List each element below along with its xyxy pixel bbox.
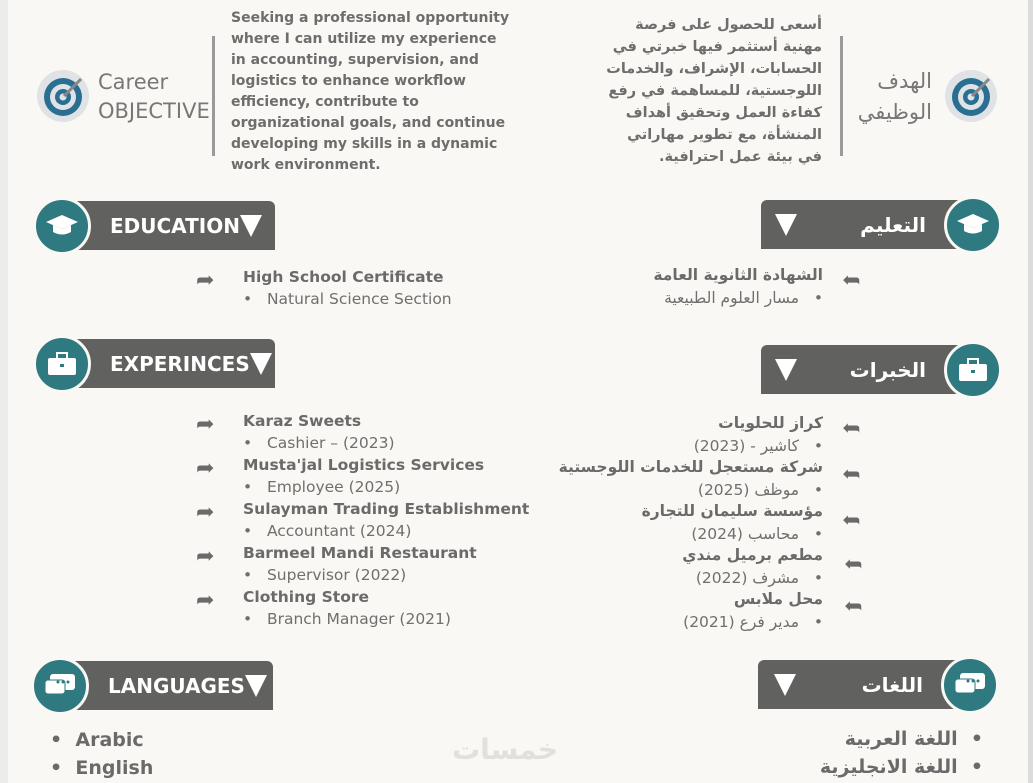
- chat-icon: [941, 656, 999, 714]
- experience-detail-ar: • كاشير - (2023): [693, 437, 823, 455]
- chevron-down-icon: [774, 674, 796, 696]
- education-detail-ar: • مسار العلوم الطبيعية: [664, 289, 823, 307]
- objective-text-ar: أسعى للحصول على فرصة مهنية أستثمر فيها خبرتي في الحسابات، الإشراف، والخدمات اللوجستية، للمساهمة في رفع كفاءة العمل وتحقيق أهداف المنشأة، مع تطوير مهاراتي في بيئة عمل احترافية.: [606, 17, 822, 165]
- experience-detail-ar: • مشرف (2022): [695, 569, 823, 587]
- experience-detail: • Cashier – (2023): [243, 434, 395, 452]
- experience-title: Musta'jal Logistics Services: [243, 456, 485, 474]
- graduation-cap-icon: [33, 197, 91, 255]
- experience-title-ar: شركة مستعجل للخدمات اللوجستية: [558, 458, 823, 476]
- experience-detail-ar: • محاسب (2024): [691, 525, 823, 543]
- share-arrow-icon: ➦: [196, 412, 215, 437]
- section-title: الخبرات: [849, 357, 926, 382]
- objective-title: Career OBJECTIVE: [98, 70, 210, 123]
- education-header[interactable]: [70, 201, 275, 250]
- experience-header[interactable]: [70, 339, 275, 388]
- experience-title: Barmeel Mandi Restaurant: [243, 544, 477, 562]
- target-icon: [37, 70, 89, 122]
- reply-arrow-icon: ➦: [844, 552, 863, 577]
- education-detail: • Natural Science Section: [243, 290, 452, 308]
- experience-detail: • Branch Manager (2021): [243, 610, 451, 628]
- chevron-down-icon: [240, 215, 262, 237]
- section-title: LANGUAGES: [108, 673, 245, 698]
- scrollbar[interactable]: [1028, 0, 1033, 783]
- briefcase-icon: [33, 335, 91, 393]
- share-arrow-icon: ➦: [196, 588, 215, 613]
- reply-arrow-icon: ➦: [842, 462, 861, 487]
- experience-title-ar: كراز للحلويات: [718, 414, 823, 432]
- watermark-logo: خمسات: [452, 733, 559, 766]
- chat-icon: [31, 657, 89, 715]
- section-title: EDUCATION: [110, 213, 240, 238]
- education-title-ar: الشهادة الثانوية العامة: [653, 266, 823, 284]
- reply-arrow-icon: ➦: [842, 416, 861, 441]
- languages-header-ar[interactable]: [758, 660, 968, 709]
- languages-header[interactable]: [68, 661, 273, 710]
- experience-detail: • Accountant (2024): [243, 522, 412, 540]
- experience-detail: • Supervisor (2022): [243, 566, 407, 584]
- graduation-cap-icon: [944, 196, 1002, 254]
- chevron-down-icon: [250, 353, 272, 375]
- reply-arrow-icon: ➦: [842, 508, 861, 533]
- reply-arrow-icon: ➦: [842, 268, 861, 293]
- language-item: • English: [50, 757, 154, 779]
- share-arrow-icon: ➦: [196, 500, 215, 525]
- experience-header-ar[interactable]: [761, 345, 971, 394]
- language-item-ar: • اللغة العربية: [844, 728, 983, 750]
- chevron-down-icon: [775, 214, 797, 236]
- experience-title: Karaz Sweets: [243, 412, 362, 430]
- experience-title-ar: مؤسسة سليمان للتجارة: [641, 502, 823, 520]
- share-arrow-icon: ➦: [196, 268, 215, 293]
- education-header-ar[interactable]: [761, 200, 971, 249]
- objective-title-ar: الهدف الوظيفي: [857, 69, 932, 124]
- experience-detail: • Employee (2025): [243, 478, 401, 496]
- objective-text: Seeking a professional opportunity where I can utilize my experience in accounting, supervision, and logistics to enhance workflow efficiency, contribute to organizational goals, and continue developing my skills in a dynamic work environment.: [231, 10, 510, 173]
- section-title: EXPERINCES: [110, 351, 250, 376]
- divider: [840, 36, 843, 156]
- section-title: اللغات: [861, 672, 923, 697]
- left-edge: [0, 0, 8, 783]
- briefcase-icon: [944, 341, 1002, 399]
- education-title: High School Certificate: [243, 268, 444, 286]
- target-icon: [945, 70, 997, 122]
- chevron-down-icon: [245, 675, 267, 697]
- reply-arrow-icon: ➦: [844, 594, 863, 619]
- experience-title-ar: مطعم برميل مندي: [682, 546, 823, 564]
- experience-title: Clothing Store: [243, 588, 369, 606]
- section-title: التعليم: [860, 212, 926, 237]
- experience-detail-ar: • مدير فرع (2021): [683, 613, 823, 631]
- language-item-ar: • اللغة الانجليزية: [819, 756, 983, 778]
- share-arrow-icon: ➦: [196, 456, 215, 481]
- divider: [212, 36, 215, 156]
- experience-detail-ar: • موظف (2025): [697, 481, 823, 499]
- share-arrow-icon: ➦: [196, 544, 215, 569]
- experience-title-ar: محل ملابس: [733, 590, 823, 608]
- chevron-down-icon: [775, 359, 797, 381]
- experience-title: Sulayman Trading Establishment: [243, 500, 530, 518]
- language-item: • Arabic: [50, 729, 144, 751]
